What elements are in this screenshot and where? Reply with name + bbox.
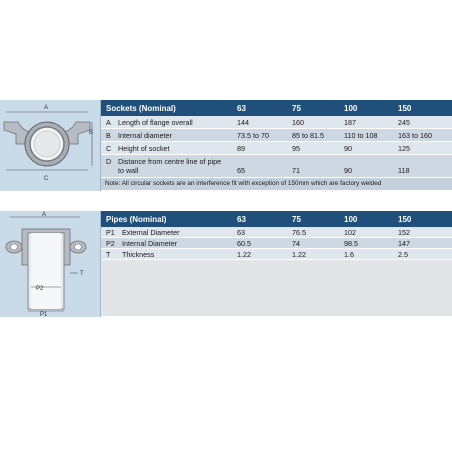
table-row	[101, 227, 452, 238]
cell: 89	[237, 143, 245, 153]
cell: 63	[237, 227, 245, 237]
cell: 152	[398, 227, 410, 237]
table-row	[101, 249, 452, 260]
cell: 144	[237, 117, 249, 127]
cell: 1.22	[292, 249, 306, 259]
row-code: B	[106, 130, 111, 140]
sockets-header-150: 150	[398, 103, 412, 113]
sockets-panel	[0, 100, 452, 191]
diagram-label-a: A	[42, 212, 47, 218]
cell: 90	[344, 143, 352, 153]
cell: 160	[292, 117, 304, 127]
cell: 187	[344, 117, 356, 127]
cell: 85 to 81.5	[292, 130, 324, 140]
pipes-header-100: 100	[344, 214, 358, 224]
cell: 73.5 to 70	[237, 130, 269, 140]
sockets-header-row	[101, 100, 452, 116]
cell: 1.22	[237, 249, 251, 259]
diagram-label-t: T	[80, 271, 84, 277]
pipes-header-150: 150	[398, 214, 412, 224]
cell: 71	[292, 166, 300, 175]
table-row	[101, 142, 452, 155]
row-label: External Diameter	[122, 227, 180, 237]
pipes-header-63: 63	[237, 214, 246, 224]
row-code: C	[106, 143, 112, 153]
cell: 147	[398, 238, 410, 248]
sockets-header-label: Sockets (Nominal)	[106, 103, 176, 113]
table-row	[101, 129, 452, 142]
cell: 2.5	[398, 249, 408, 259]
diagram-label-p1: P1	[40, 312, 48, 317]
cell: 60.5	[237, 238, 251, 248]
cell: 1.6	[344, 249, 354, 259]
sockets-table	[101, 100, 452, 190]
sockets-header-63: 63	[237, 103, 246, 113]
diagram-label-c: C	[44, 176, 49, 182]
pipes-header-row	[101, 211, 452, 227]
table-row	[101, 116, 452, 129]
row-label: Internal diameter	[118, 130, 172, 140]
row-code: A	[106, 117, 111, 127]
diagram-label-p2: P2	[36, 286, 44, 292]
cell: 245	[398, 117, 410, 127]
row-label: Internal Diameter	[122, 238, 178, 248]
sockets-note: Note: All circular sockets are an interference fit with exception of 150mm which are factory welded	[101, 178, 452, 190]
pipes-header-75: 75	[292, 214, 301, 224]
diagram-label-b: B	[89, 130, 94, 136]
cell: 110 to 108	[344, 130, 378, 140]
row-code: T	[106, 249, 111, 259]
diagram-label-a: A	[44, 105, 49, 111]
cell: 98.5	[344, 238, 358, 248]
row-label: Length of flange overall	[118, 117, 193, 127]
pipes-table	[101, 211, 452, 316]
row-code: P1	[106, 227, 115, 237]
row-code: P2	[106, 238, 115, 248]
row-label: Height of socket	[118, 143, 170, 153]
table-row	[101, 155, 452, 178]
row-code: D	[106, 157, 112, 166]
cell: 76.5	[292, 227, 306, 237]
sockets-header-100: 100	[344, 103, 358, 113]
cell: 90	[344, 166, 352, 175]
cell: 95	[292, 143, 300, 153]
cell: 118	[398, 166, 410, 175]
pipes-panel	[0, 211, 452, 317]
cell: 65	[237, 166, 245, 175]
cell: 102	[344, 227, 356, 237]
row-label: Distance from centre line of pipe to wall	[118, 157, 222, 175]
sockets-header-75: 75	[292, 103, 301, 113]
pipe-diagram	[0, 211, 101, 317]
socket-diagram	[0, 100, 101, 191]
cell: 74	[292, 238, 300, 248]
cell: 163 to 160	[398, 130, 432, 140]
row-label: Thickness	[122, 249, 155, 259]
table-row	[101, 238, 452, 249]
pipes-table-filler	[101, 260, 452, 316]
pipes-header-label: Pipes (Nominal)	[106, 214, 167, 224]
cell: 125	[398, 143, 410, 153]
